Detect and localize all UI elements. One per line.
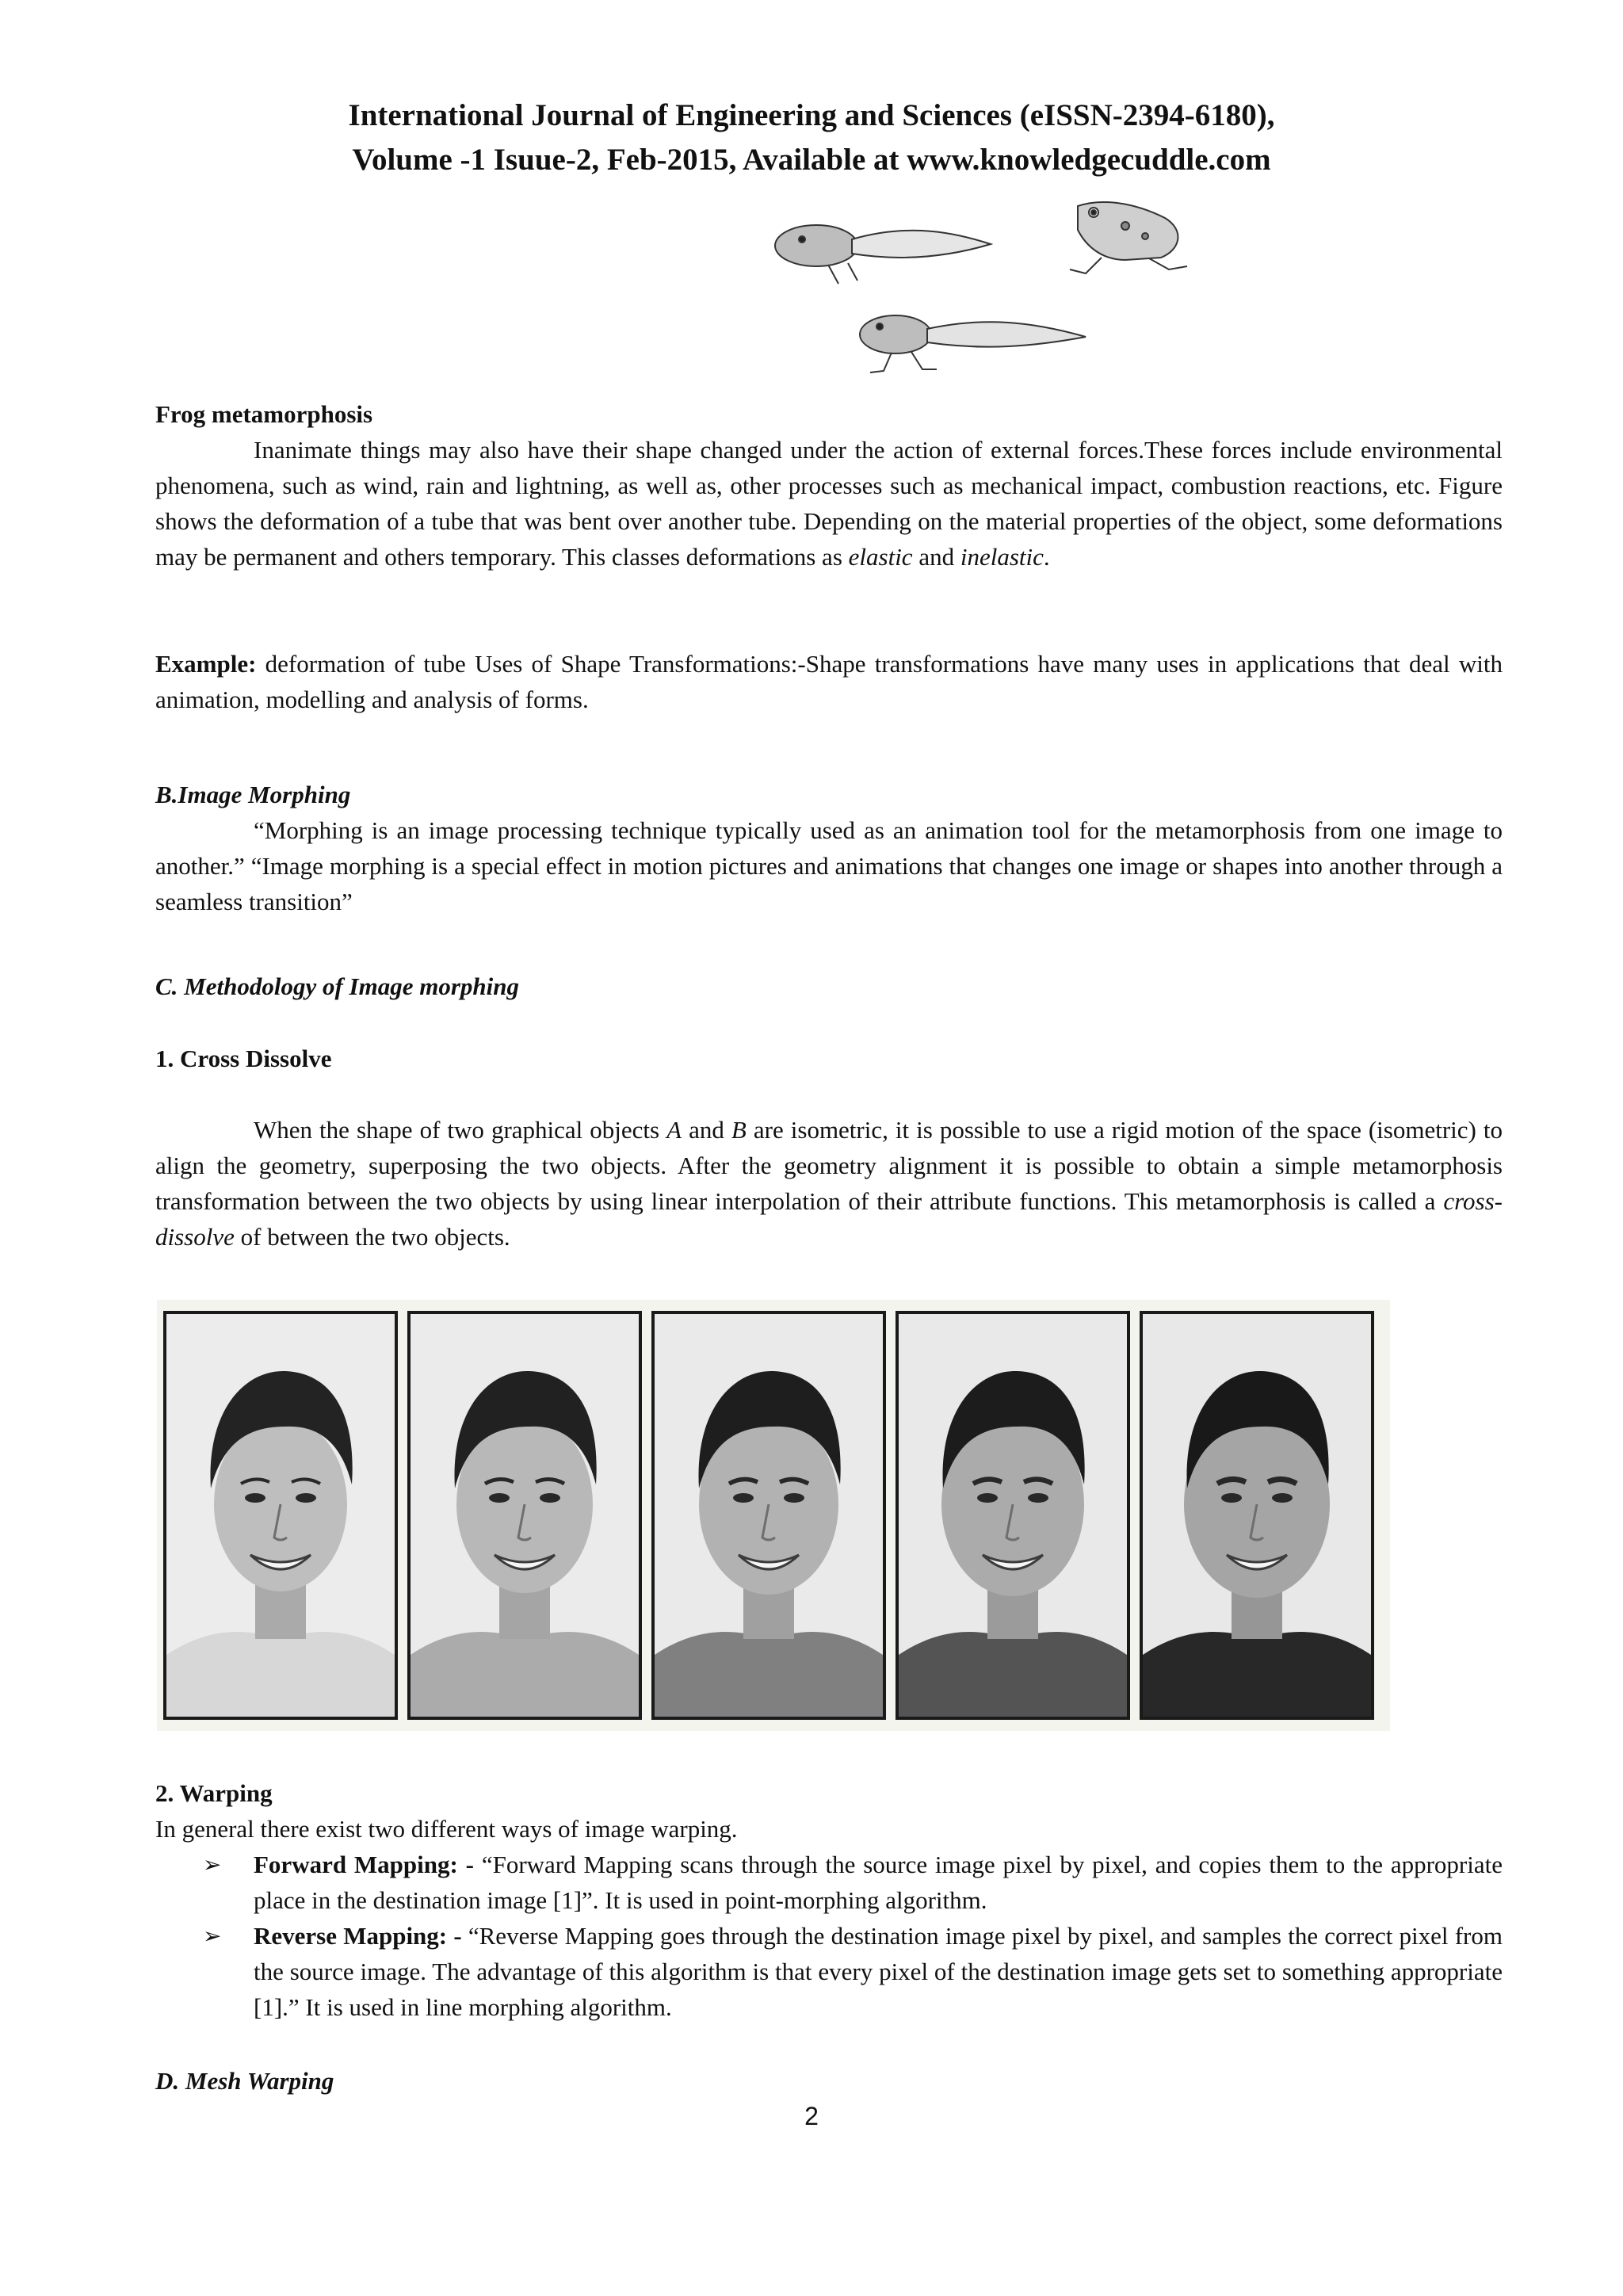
section-title-image-morphing: B.Image Morphing: [155, 781, 351, 808]
cross-dissolve-paragraph: [155, 1112, 1503, 1255]
frog-icon: [1070, 202, 1187, 273]
warping-section: [155, 1775, 1503, 2025]
mesh-warping-section: [155, 2063, 1503, 2099]
example-label: Example:: [155, 650, 257, 678]
frog-metamorphosis-illustration: [753, 190, 1197, 380]
cross-dissolve-text-1: When the shape of two graphical objects: [254, 1116, 667, 1144]
left-eye-shape: [1221, 1493, 1242, 1503]
shirt-shape: [899, 1632, 1127, 1717]
period: .: [1043, 543, 1050, 571]
header-line-2: Volume -1 Isuue-2, Feb-2015, Available at www.knowledgecuddle.com: [352, 143, 1271, 177]
morph-panel: [651, 1311, 886, 1720]
image-morphing-section: [155, 777, 1503, 919]
frog-paragraph: [155, 432, 1503, 575]
forward-mapping-text: “Forward Mapping scans through the source image pixel by pixel, and copies them to the appropriate place in the destination image [1]”. It is used in point-morphing algorithm.: [254, 1851, 1503, 1914]
right-eye-shape: [1272, 1493, 1293, 1503]
term-inelastic: inelastic: [960, 543, 1044, 571]
term-cross-dissolve: cross-dissolve: [155, 1187, 1503, 1251]
morph-panel: [407, 1311, 642, 1720]
left-eye-shape: [733, 1493, 754, 1503]
example-paragraph: [155, 646, 1503, 717]
header-line-1: International Journal of Engineering and Sciences (eISSN-2394-6180),: [348, 98, 1275, 132]
arrow-bullet-icon: ➢: [203, 1923, 222, 1949]
morph-panel: [163, 1311, 398, 1720]
term-elastic: elastic: [848, 543, 913, 571]
shirt-shape: [166, 1632, 395, 1717]
frog-section: [155, 396, 1503, 575]
object-a: A: [666, 1116, 682, 1144]
warping-list: [155, 1847, 1503, 2025]
example-text: deformation of tube Uses of Shape Transformations:-Shape transformations have many uses in applications that deal with animation, modelling and analysis of forms.: [155, 650, 1503, 713]
tadpole-icon: [775, 225, 991, 284]
object-b: B: [731, 1116, 747, 1144]
shirt-shape: [655, 1632, 883, 1717]
froglet-icon: [860, 315, 1086, 372]
cross-dissolve-section: [155, 1041, 1503, 1255]
right-eye-shape: [1028, 1493, 1048, 1503]
face-drawing: [411, 1314, 639, 1717]
forward-mapping-label: Forward Mapping: -: [254, 1851, 474, 1878]
left-eye-shape: [977, 1493, 998, 1503]
shirt-shape: [411, 1632, 639, 1717]
face-drawing: [655, 1314, 883, 1717]
section-title-methodology: C. Methodology of Image morphing: [155, 972, 520, 1000]
morph-panel: [1140, 1311, 1374, 1720]
face-drawing: [899, 1314, 1127, 1717]
page-number: 2: [804, 2102, 819, 2130]
reverse-mapping-text: “Reverse Mapping goes through the destination image pixel by pixel, and samples the correct pixel from the source image. The advantage of this algorithm is that every pixel of the destination image gets set to something appropriate [1].” It is used in line morphing algorithm.: [254, 1922, 1503, 2021]
conjunction: and: [912, 543, 960, 571]
left-eye-shape: [489, 1493, 510, 1503]
morph-panel: [896, 1311, 1130, 1720]
subsection-title-warping: 2. Warping: [155, 1779, 273, 1807]
reverse-mapping-label: Reverse Mapping: -: [254, 1922, 462, 1950]
cross-dissolve-text-3: are isometric, it is possible to use a rigid motion of the space (isometric) to align the geometry, superposing the two objects. After the geometry alignment it is possible to obtain a simple metamorphosis transformation between the two objects by using linear interpolation of their attribute functions. This metamorphosis is called a: [155, 1116, 1503, 1215]
frog-paragraph-text: Inanimate things may also have their shape changed under the action of external forces.These forces include environmental phenomena, such as wind, rain and lightning, as well as, other processes such as mechanical impact, combustion reactions, etc. Figure shows the deformation of a tube that was bent over another tube. Depending on the material properties of the object, some deformations may be permanent and others temporary. This classes deformations as: [155, 436, 1503, 571]
image-morphing-paragraph: “Morphing is an image processing technique typically used as an animation tool for the metamorphosis from one image to another.” “Image morphing is a special effect in motion pictures and animations that changes one image or shapes into another through a seamless transition”: [155, 816, 1503, 915]
right-eye-shape: [784, 1493, 804, 1503]
shirt-shape: [1143, 1632, 1371, 1717]
right-eye-shape: [540, 1493, 560, 1503]
section-title-frog: Frog metamorphosis: [155, 400, 373, 428]
cross-dissolve-text-2: and: [682, 1116, 731, 1144]
example-section: [155, 646, 1503, 717]
face-drawing: [1143, 1314, 1371, 1717]
cross-dissolve-text-4: of between the two objects.: [234, 1223, 510, 1251]
face-drawing: [166, 1314, 395, 1717]
list-item: [155, 1847, 1503, 1918]
methodology-section: [155, 968, 1503, 1004]
morph-sequence-figure: [157, 1300, 1390, 1731]
left-eye-shape: [245, 1493, 265, 1503]
subsection-title-cross-dissolve: 1. Cross Dissolve: [155, 1045, 332, 1072]
right-eye-shape: [296, 1493, 316, 1503]
section-title-mesh-warping: D. Mesh Warping: [155, 2067, 334, 2095]
warping-intro: In general there exist two different ways of image warping.: [155, 1815, 738, 1843]
list-item: [155, 1918, 1503, 2025]
arrow-bullet-icon: ➢: [203, 1851, 222, 1878]
journal-header: [0, 94, 1623, 182]
